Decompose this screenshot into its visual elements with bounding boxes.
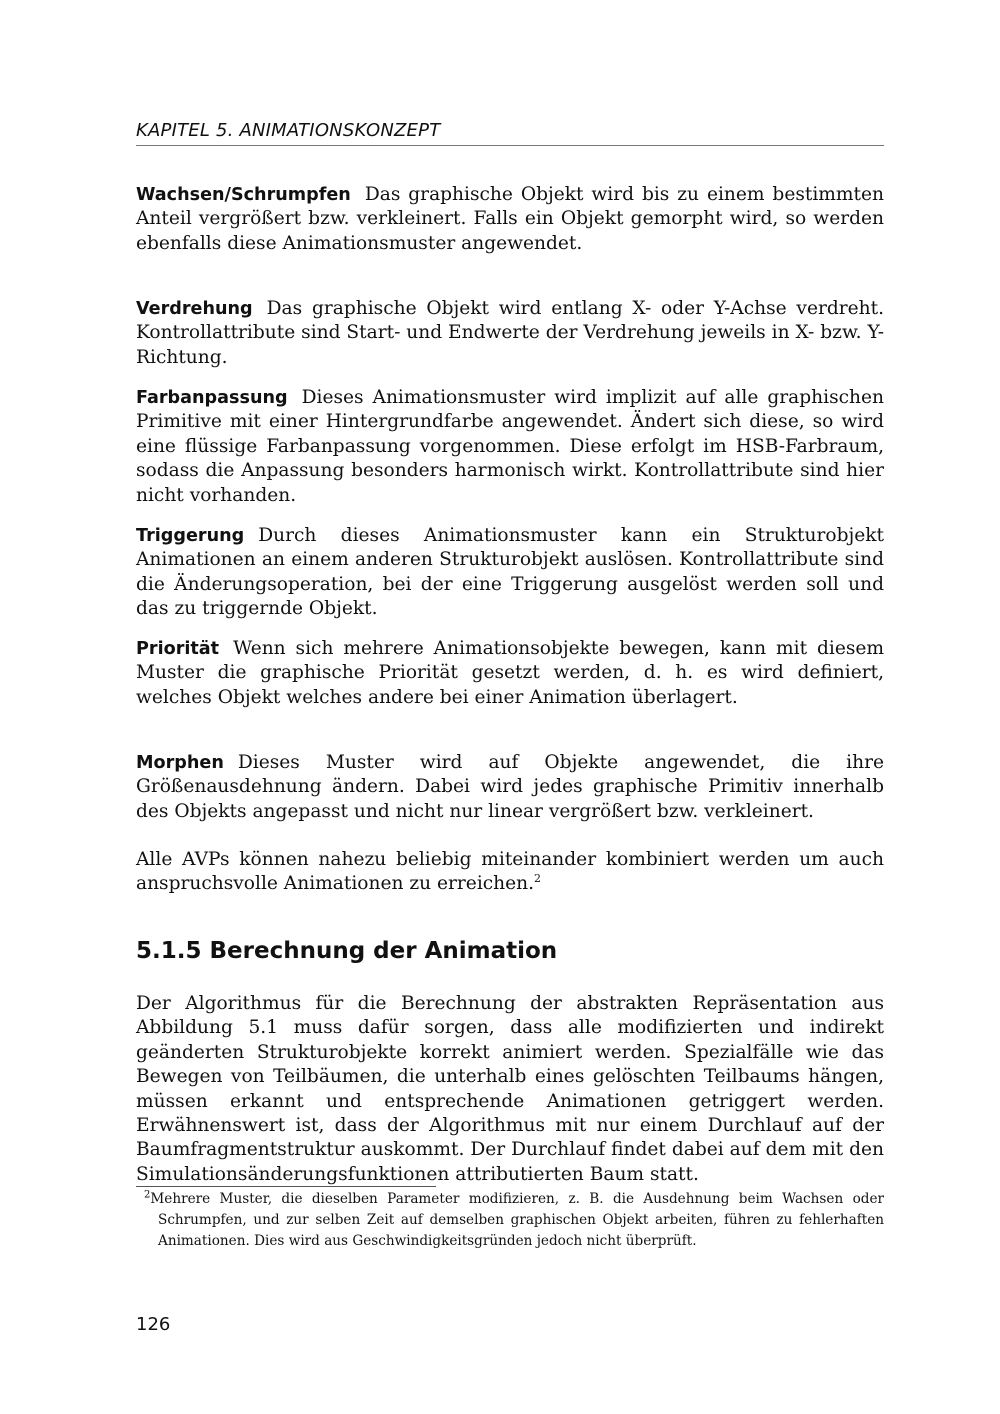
- pattern-description: Wenn sich mehrere Animationsobjekte bewegen, kann mit diesem Muster die graphische Priorität gesetzt werden, d. h. es wird definiert, welches Objekt welches andere bei einer Animation überlagert.: [136, 638, 884, 708]
- footnote-reference[interactable]: 2: [534, 872, 542, 886]
- footnote: [136, 1189, 884, 1252]
- page-number: 126: [136, 1314, 171, 1335]
- pattern-description: Das graphische Objekt wird entlang X- oder Y-Achse verdreht. Kontrollattribute sind Start- und Endwerte der Verdrehung jeweils in X- bzw. Y-Richtung.: [136, 298, 884, 368]
- pattern-description: Durch dieses Animationsmuster kann ein Strukturobjekt Animationen an einem anderen Strukturobjekt auslösen. Kontrollattribute sind die Änderungsoperation, bei der eine Triggerung ausgelöst werden soll und das zu triggernde Objekt.: [136, 525, 884, 620]
- footnote-divider: [136, 1186, 436, 1187]
- pattern-triggering: [136, 524, 884, 622]
- section-heading: [136, 938, 557, 964]
- pattern-term: Wachsen/Schrumpfen: [136, 185, 351, 205]
- summary-text: Alle AVPs können nahezu beliebig miteinander kombiniert werden um auch anspruchsvolle Animationen zu erreichen.: [136, 849, 884, 895]
- section-paragraph: Der Algorithmus für die Berechnung der abstrakten Repräsentation aus Abbildung 5.1 muss dafür sorgen, dass alle modifizierten und indirekt geänderten Strukturobjekte korrekt animiert werden. Spezialfälle wie das Bewegen von Teilbäumen, die unterhalb eines gelöschten Teilbaums hängen, müssen erkannt und entsprechende Animationen getriggert werden. Erwähnenswert ist, dass der Algorithmus mit nur einem Durchlauf auf der Baumfragmentstruktur auskommt. Der Durchlauf findet dabei auf dem mit den Simulationsänderungsfunktionen attributierten Baum statt.: [136, 993, 884, 1185]
- pattern-twisting: [136, 297, 884, 370]
- pattern-term: Priorität: [136, 639, 220, 659]
- pattern-priority: [136, 637, 884, 710]
- section-number: 5.1.5: [136, 938, 202, 964]
- pattern-morphing: [136, 751, 884, 824]
- pattern-description: Das graphische Objekt wird bis zu einem bestimmten Anteil vergrößert bzw. verkleinert. Falls ein Objekt gemorpht wird, so werden ebenfalls diese Animationsmuster angewendet.: [136, 184, 884, 254]
- pattern-growing-shrinking: [136, 183, 884, 256]
- document-page: [136, 0, 884, 1414]
- pattern-term: Farbanpassung: [136, 388, 288, 408]
- footnote-mark: 2: [144, 1189, 151, 1201]
- pattern-color-adaptation: [136, 386, 884, 508]
- footnote-text: Mehrere Muster, die dieselben Parameter modifizieren, z. B. die Ausdehnung beim Wachsen oder Schrumpfen, und zur selben Zeit auf demselben graphischen Objekt arbeiten, führen zu fehlerhaften Animationen. Dies wird aus Geschwindigkeitsgründen jedoch nicht überprüft.: [150, 1191, 884, 1249]
- pattern-term: Morphen: [136, 753, 224, 773]
- pattern-description: Dieses Muster wird auf Objekte angewendet, die ihre Größenausdehnung ändern. Dabei wird jedes graphische Primitiv innerhalb des Objekts angepasst und nicht nur linear vergrößert bzw. verkleinert.: [136, 752, 884, 822]
- summary-paragraph: [136, 848, 884, 897]
- section-title: Berechnung der Animation: [209, 938, 558, 964]
- pattern-term: Triggerung: [136, 526, 245, 546]
- pattern-description: Dieses Animationsmuster wird implizit auf alle graphischen Primitive mit einer Hintergrundfarbe angewendet. Ändert sich diese, so wird eine flüssige Farbanpassung vorgenommen. Diese erfolgt im HSB-Farbraum, sodass die Anpassung besonders harmonisch wirkt. Kontrollattribute sind hier nicht vorhanden.: [136, 387, 884, 506]
- running-head: KAPITEL 5. ANIMATIONSKONZEPT: [136, 120, 884, 146]
- pattern-term: Verdrehung: [136, 299, 253, 319]
